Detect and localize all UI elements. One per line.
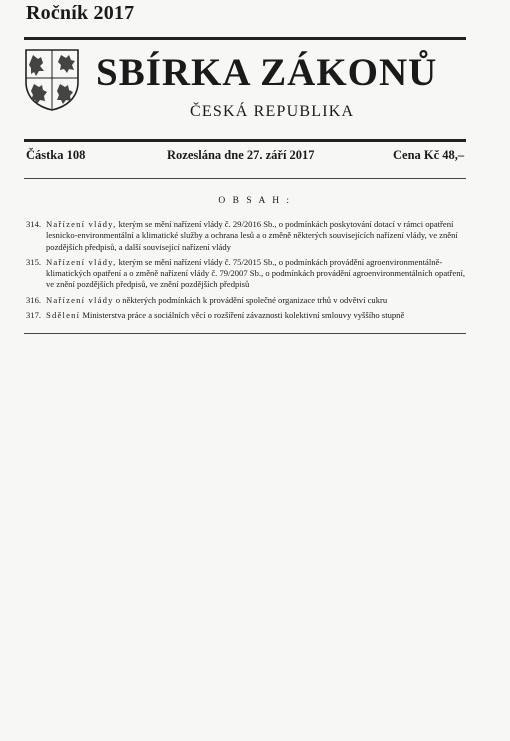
header-bottom-rule	[24, 139, 466, 142]
entry-text	[46, 257, 466, 291]
issue-number: Částka 108	[26, 148, 86, 162]
contents-entry	[26, 310, 466, 321]
contents-bottom-rule	[24, 333, 466, 334]
volume-year: Ročník 2017	[26, 2, 135, 24]
contents-entry	[26, 219, 466, 253]
sent-date: Rozeslána dne 27. září 2017	[167, 148, 315, 162]
entry-text	[46, 219, 466, 253]
entry-text	[46, 310, 466, 321]
issue-price: Cena Kč 48,–	[393, 148, 465, 162]
czech-coat-of-arms-icon	[24, 48, 80, 112]
entry-number: 317.	[26, 310, 42, 321]
publication-subtitle: ČESKÁ REPUBLIKA	[190, 103, 355, 120]
contents-heading: O B S A H :	[218, 196, 292, 206]
contents-list	[26, 219, 466, 325]
entry-description: Ministerstva práce a sociálních věcí o rozšíření závaznosti kolektivní smlouvy vyššího stupně	[80, 310, 405, 321]
entry-description: kterým se mění nařízení vlády č. 29/2016 Sb., o podmínkách poskytování dotací v rámci opatření lesnicko-environmentální a klimatické služby a ochrana lesů a o změně některých souvisejících nařízení vlády, ve znění pozdějších předpisů, a další související nařízení vlády	[46, 219, 458, 252]
entry-lead: Sdělení	[46, 310, 81, 321]
entry-description: kterým se mění nařízení vlády č. 75/2015 Sb., o podmínkách provádění agroenvironmentálně-klimatických opatření a o změně nařízení vlády č. 79/2007 Sb., o podmínkách provádění agroenvironmentálních opatření, ve znění pozdějších předpisů, ve znění pozdějších předpisů	[46, 256, 466, 290]
entry-number: 315.	[26, 256, 42, 267]
entry-number: 316.	[26, 294, 42, 305]
entry-description: o některých podmínkách k provádění společné organizace trhů v odvětví cukru	[113, 294, 388, 305]
entry-number: 314.	[26, 219, 42, 229]
header-top-rule	[24, 37, 466, 40]
entry-text	[46, 295, 466, 306]
contents-entry	[26, 257, 466, 291]
entry-lead: Nařízení vlády	[46, 294, 114, 305]
entry-lead: Nařízení vlády,	[46, 256, 117, 267]
contents-entry	[26, 295, 466, 306]
publication-title: SBÍRKA ZÁKONŮ	[96, 51, 438, 94]
meta-divider	[24, 178, 466, 179]
entry-lead: Nařízení vlády,	[46, 219, 117, 229]
